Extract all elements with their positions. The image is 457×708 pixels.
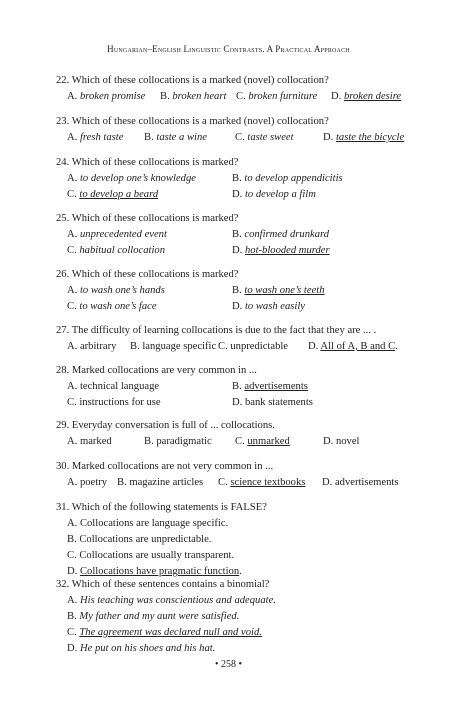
question-text: 26. Which of these collocations is marked? [56, 269, 239, 280]
question-text: 22. Which of these collocations is a marked (novel) collocation? [56, 75, 329, 86]
correct-answer: advertisements [244, 381, 308, 392]
option-b: B. confirmed drunkard [232, 229, 330, 240]
option-d: D. taste the bicycle [323, 132, 405, 143]
question-text: 30. Marked collocations are not very common in ... [56, 461, 274, 472]
question-text: 29. Everyday conversation is full of ... collocations. [56, 420, 275, 431]
question-30 [56, 459, 416, 491]
option-c: C. unpredictable [218, 341, 289, 352]
options [56, 89, 416, 105]
option-a: A. broken promise [67, 91, 146, 102]
correct-answer: to wash one’s teeth [244, 285, 325, 296]
question-text: 32. Which of these sentences contains a binomial? [56, 579, 270, 590]
page-number: • 258 • [214, 659, 242, 670]
option-b: B. paradigmatic [144, 436, 212, 447]
question-26 [56, 267, 416, 315]
option-b: B. taste a wine [144, 132, 207, 143]
question-23 [56, 114, 416, 146]
correct-answer: broken desire [343, 91, 402, 102]
correct-answer: Collocations have pragmatic function [79, 566, 240, 577]
option-c: C. to wash one’s face [67, 301, 157, 312]
option-c: C. taste sweet [235, 132, 294, 143]
option-d: D. to develop a film [232, 189, 316, 200]
option-d: D. advertisements [322, 477, 399, 488]
question-24 [56, 155, 416, 203]
options [56, 434, 416, 450]
option-a: A. marked [67, 436, 112, 447]
question-text: 24. Which of these collocations is marked? [56, 157, 239, 168]
options [56, 475, 416, 491]
option-a: A. to develop one’s knowledge [67, 173, 196, 184]
correct-answer: hot-blooded murder [244, 245, 330, 256]
question-text: 25. Which of these collocations is marked? [56, 213, 239, 224]
option-b: B. My father and my aunt were satisfied. [67, 611, 240, 622]
question-29 [56, 418, 416, 450]
option-d: D. He put on his shoes and his hat. [67, 643, 216, 654]
question-text: 31. Which of the following statements is FALSE? [56, 502, 267, 513]
question-32 [56, 577, 416, 657]
option-b: B. Collocations are unpredictable. [67, 534, 212, 545]
option-b: B. magazine articles [117, 477, 204, 488]
question-text: 23. Which of these collocations is a marked (novel) collocation? [56, 116, 329, 127]
option-a: A. fresh taste [67, 132, 124, 143]
option-b: B. to wash one’s teeth [232, 285, 325, 296]
correct-answer: taste the bicycle [335, 132, 405, 143]
option-a: A. unprecedented event [67, 229, 167, 240]
option-a: A. arbitrary [67, 341, 117, 352]
options [56, 339, 416, 355]
question-text: 28. Marked collocations are very common in ... [56, 365, 257, 376]
option-c: C. unmarked [235, 436, 290, 447]
option-d: D. bank statements [232, 397, 313, 408]
correct-answer: unmarked [247, 436, 290, 447]
question-31 [56, 500, 416, 580]
question-22 [56, 73, 416, 105]
option-a: A. poetry [67, 477, 108, 488]
option-d: D. novel [323, 436, 360, 447]
option-d: D. All of A, B and C. [308, 341, 398, 352]
option-d: D. Collocations have pragmatic function. [67, 566, 242, 577]
option-c: C. habitual collocation [67, 245, 165, 256]
option-c: C. science textbooks [218, 477, 306, 488]
question-text: 27. The difficulty of learning collocations is due to the fact that they are ... . [56, 325, 377, 336]
running-header: Hungarian–English Linguistic Contrasts. A Practical Approach [107, 44, 350, 54]
option-d: D. broken desire [331, 91, 402, 102]
option-d: D. hot-blooded murder [232, 245, 330, 256]
question-28 [56, 363, 416, 411]
option-c: C. broken furniture [236, 91, 318, 102]
correct-answer: All of A, B and C [320, 341, 396, 352]
question-25 [56, 211, 416, 259]
question-27 [56, 323, 416, 355]
option-a: A. to wash one’s hands [67, 285, 165, 296]
option-c: C. instructions for use [67, 397, 161, 408]
option-a: A. technical language [67, 381, 160, 392]
option-b: B. broken heart [160, 91, 227, 102]
options [56, 130, 416, 146]
option-b: B. advertisements [232, 381, 308, 392]
option-c: C. Collocations are usually transparent. [67, 550, 235, 561]
correct-answer: science textbooks [230, 477, 306, 488]
option-a: A. His teaching was conscientious and adequate. [67, 595, 276, 606]
correct-answer: to develop a beard [79, 189, 159, 200]
option-a: A. Collocations are language specific. [67, 518, 229, 529]
option-c: C. to develop a beard [67, 189, 159, 200]
correct-answer: The agreement was declared null and void. [79, 627, 262, 638]
option-b: B. to develop appendicitis [232, 173, 343, 184]
option-b: B. language specific [130, 341, 217, 352]
option-c: C. The agreement was declared null and void. [67, 627, 262, 638]
option-d: D. to wash easily [232, 301, 305, 312]
